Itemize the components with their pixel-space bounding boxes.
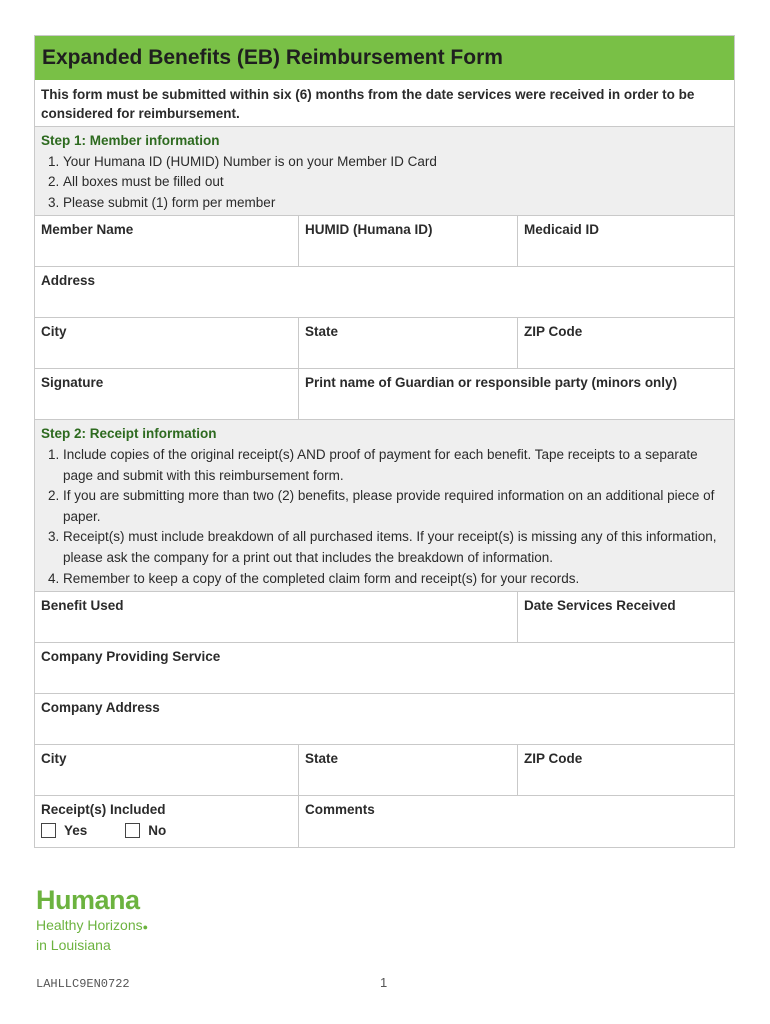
company-zip-field[interactable]: ZIP Code — [517, 745, 734, 795]
receipts-included-group — [35, 796, 298, 847]
zip-field[interactable]: ZIP Code — [517, 318, 734, 368]
list-item: 1. Include copies of the original receipt(s) AND proof of payment for each benefit. Tape receipts to a separate page and submit with this reimbursement form. — [63, 445, 728, 486]
humana-logo — [36, 885, 148, 954]
member-row-3 — [35, 317, 734, 368]
form-code: LAHLLC9EN0722 — [36, 977, 130, 991]
state-field[interactable]: State — [298, 318, 517, 368]
list-item: 3. Please submit (1) form per member — [63, 193, 728, 214]
city-field[interactable]: City — [41, 324, 67, 340]
step1-title: Step 1: Member information — [41, 133, 220, 148]
step2-list — [41, 445, 728, 589]
member-row-1 — [35, 215, 734, 266]
medicaid-id-field[interactable]: Medicaid ID — [517, 216, 734, 266]
date-received-field[interactable]: Date Services Received — [517, 592, 734, 642]
list-item: 3. Receipt(s) must include breakdown of all purchased items. If your receipt(s) is missing any of this information, please ask the company for a print out that includes the breakdown of information. — [63, 527, 728, 568]
logo-wordmark: Humana — [36, 885, 140, 915]
intro-text: This form must be submitted within six (6) months from the date services were received in order to be considered for reimbursement. — [35, 80, 734, 127]
yes-checkbox[interactable] — [41, 823, 56, 838]
comments-field[interactable]: Comments — [298, 796, 734, 847]
list-item: 2. All boxes must be filled out — [63, 172, 728, 193]
no-checkbox[interactable] — [125, 823, 140, 838]
list-item: 2. If you are submitting more than two (2) benefits, please provide required information on an additional piece of paper. — [63, 486, 728, 527]
step1-list — [41, 152, 728, 214]
logo-line-2: in Louisiana — [36, 937, 111, 953]
yes-label: Yes — [64, 823, 88, 839]
logo-line-1: Healthy Horizons● — [36, 917, 149, 933]
receipt-row-5 — [35, 795, 734, 847]
receipt-row-4 — [35, 744, 734, 795]
signature-field[interactable]: Signature — [41, 375, 104, 391]
member-row-2 — [35, 266, 734, 317]
receipts-included-label: Receipt(s) Included — [41, 802, 166, 818]
humid-field[interactable]: HUMID (Humana ID) — [298, 216, 517, 266]
form-title: Expanded Benefits (EB) Reimbursement Form — [42, 46, 503, 69]
address-field[interactable]: Address — [41, 273, 96, 289]
receipt-row-2 — [35, 642, 734, 693]
yes-option[interactable] — [41, 823, 87, 838]
list-item: 4. Remember to keep a copy of the completed claim form and receipt(s) for your records. — [63, 569, 728, 590]
step2-title: Step 2: Receipt information — [41, 426, 217, 442]
benefit-used-field[interactable]: Benefit Used — [41, 598, 124, 614]
receipt-row-3 — [35, 693, 734, 744]
step1-instructions — [35, 127, 734, 215]
company-state-field[interactable]: State — [298, 745, 517, 795]
company-city-field[interactable]: City — [41, 751, 67, 767]
receipt-row-1 — [35, 591, 734, 642]
guardian-name-field[interactable]: Print name of Guardian or responsible party (minors only) — [298, 369, 734, 419]
step2-instructions — [35, 419, 734, 591]
receipts-checkboxes — [41, 823, 292, 838]
no-option[interactable] — [125, 823, 166, 838]
company-field[interactable]: Company Providing Service — [41, 649, 221, 665]
title-bar — [35, 36, 734, 80]
reimbursement-form — [34, 35, 735, 848]
company-address-field[interactable]: Company Address — [41, 700, 160, 716]
page-number: 1 — [380, 975, 388, 990]
member-name-field[interactable]: Member Name — [41, 222, 134, 238]
no-label: No — [148, 823, 167, 839]
list-item: 1. Your Humana ID (HUMID) Number is on your Member ID Card — [63, 152, 728, 173]
member-row-4 — [35, 368, 734, 419]
